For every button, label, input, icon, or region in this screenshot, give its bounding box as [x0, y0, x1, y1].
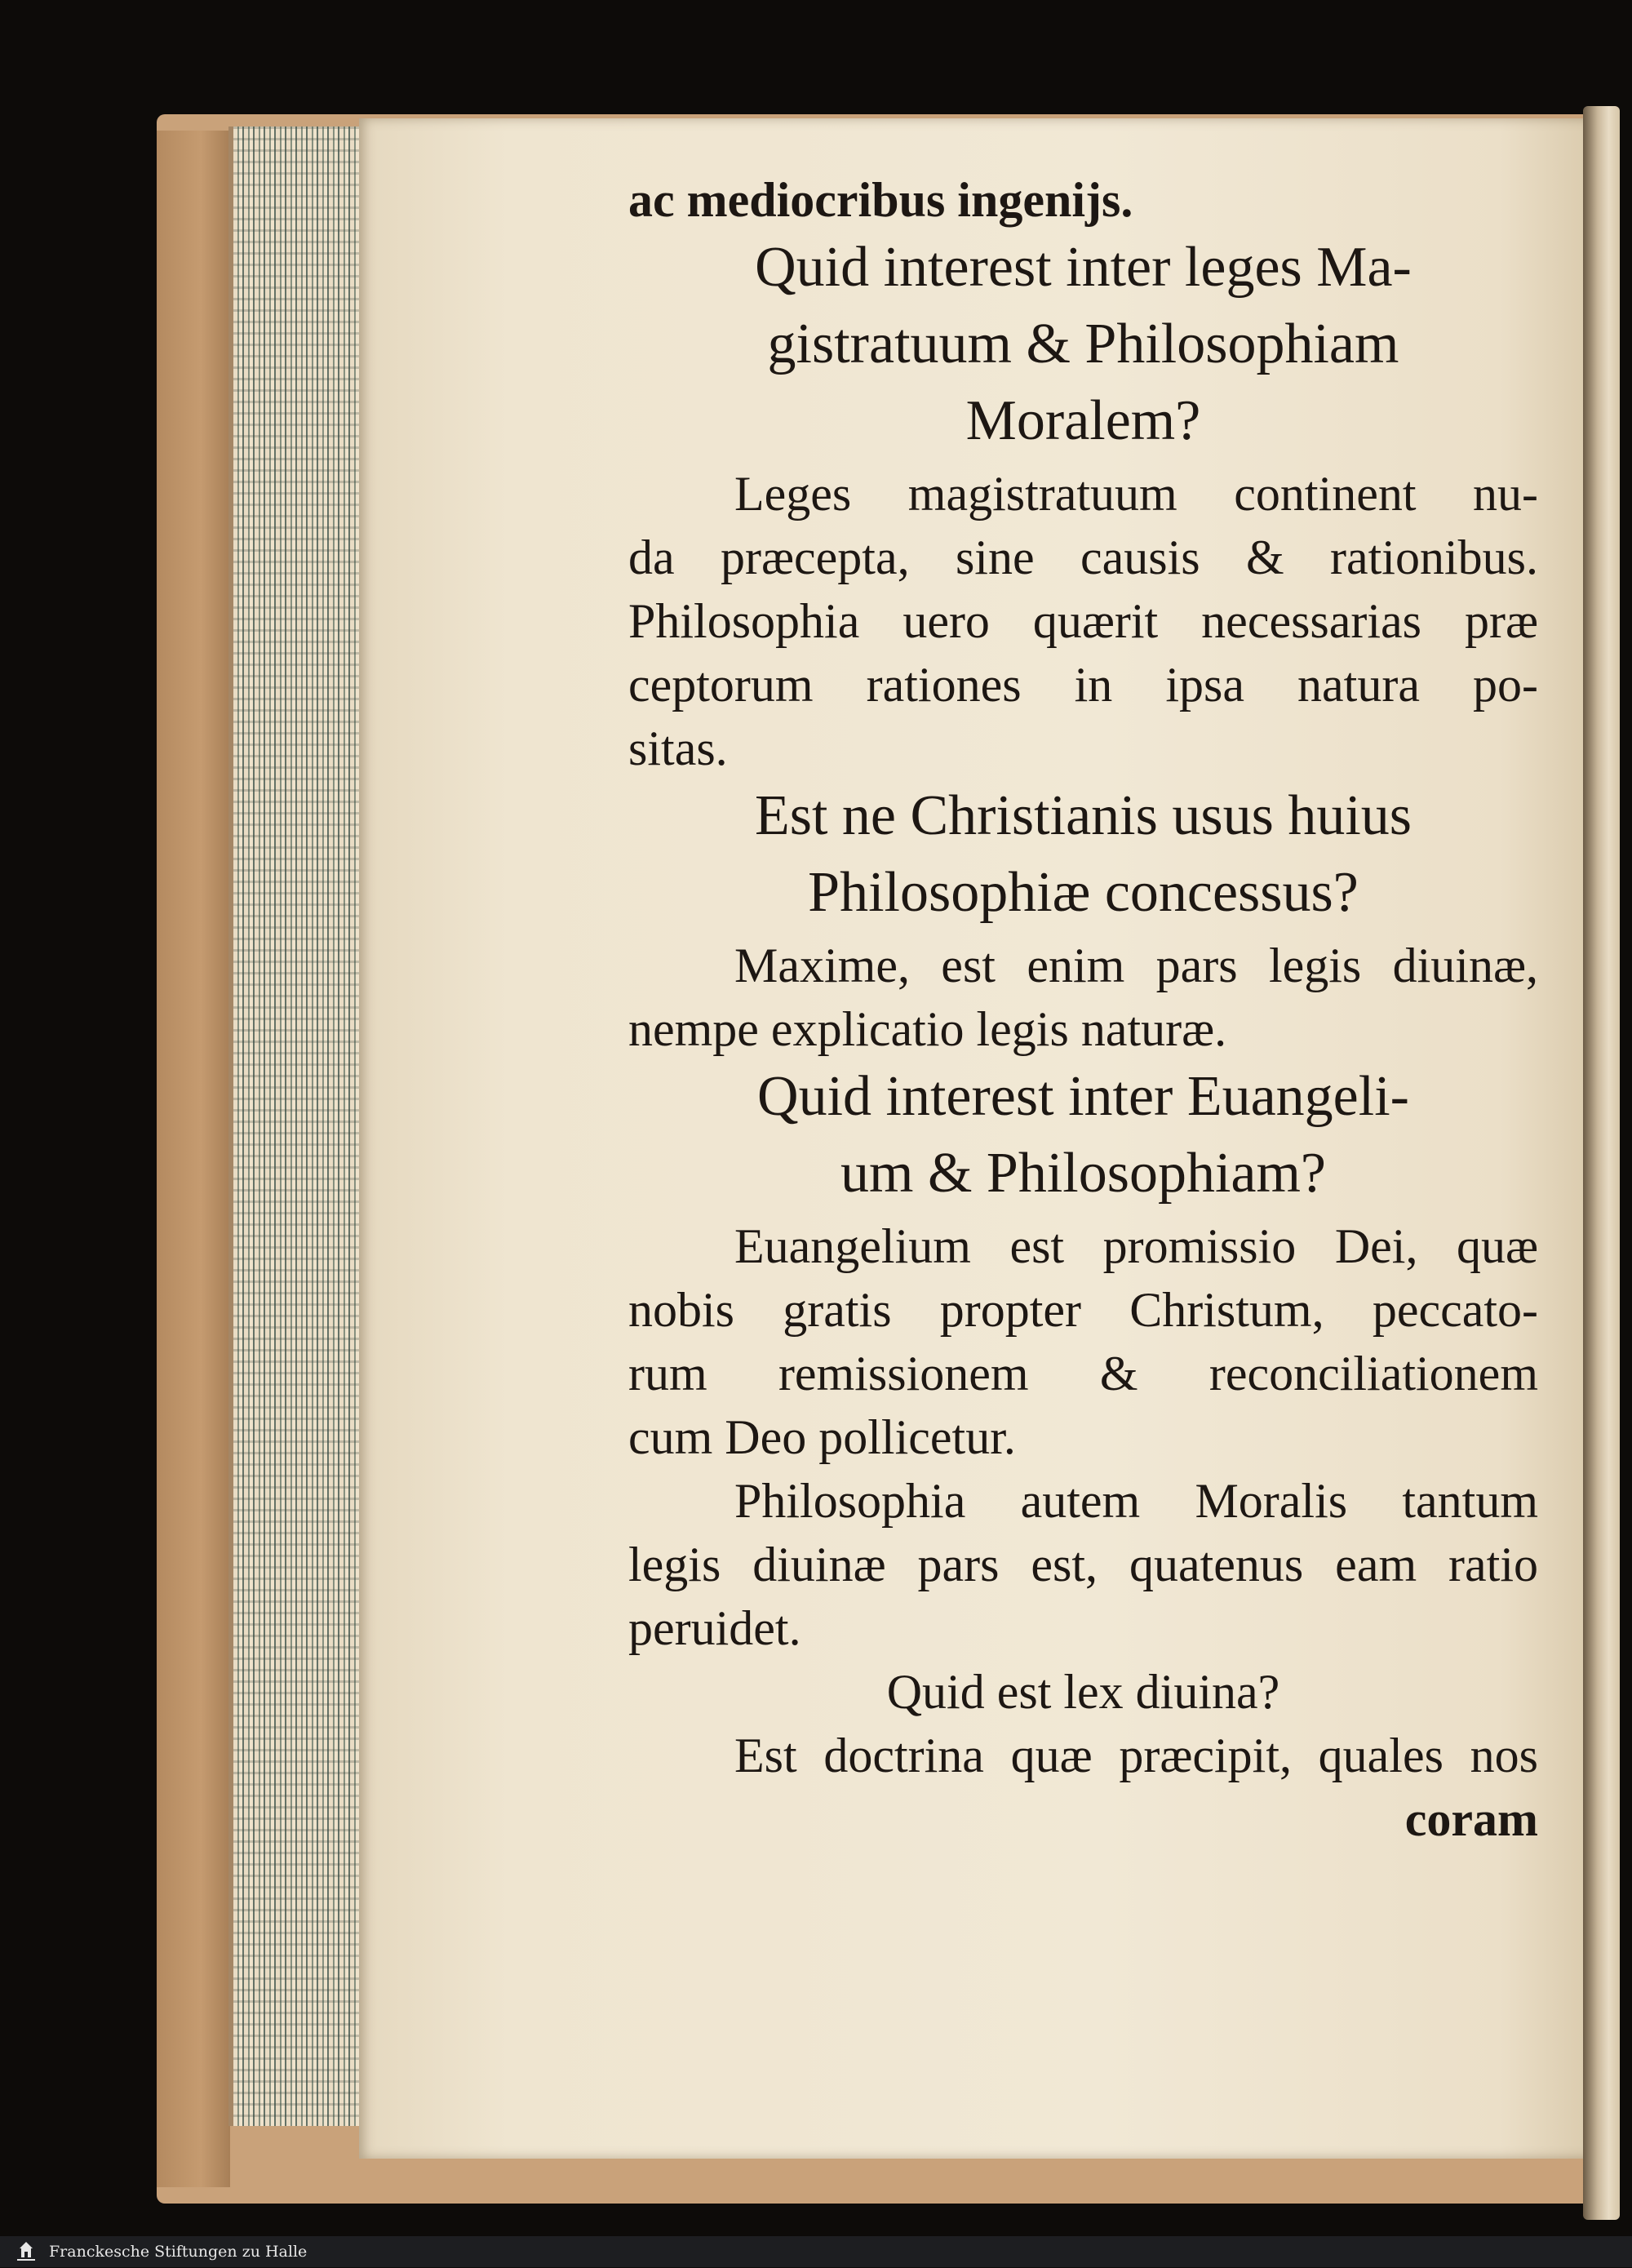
text-line: ceptorum rationes in ipsa natura po-	[628, 658, 1538, 712]
text-line: Philosophia autem Moralis tantum	[734, 1474, 1538, 1528]
question-line: Quid interest inter leges Ma-	[755, 236, 1412, 299]
text-line: cum Deo pollicetur.	[628, 1410, 1016, 1464]
question-line: um & Philosophiam?	[840, 1142, 1326, 1205]
text-line: rum remissionem & reconciliationem	[628, 1347, 1538, 1400]
text-line: nobis gratis propter Christum, peccato-	[628, 1283, 1538, 1337]
question-line: Est ne Christianis usus huius	[754, 784, 1412, 847]
question-line: Philosophiæ concessus?	[808, 861, 1359, 924]
question-line: gistratuum & Philosophiam	[767, 313, 1399, 375]
catchword: coram	[1404, 1792, 1538, 1846]
page-text	[628, 175, 1538, 1858]
footer-bar	[0, 2236, 1632, 2267]
text-line: ac mediocribus ingenijs.	[628, 173, 1133, 227]
franckesche-stiftungen-logo-icon	[15, 2239, 38, 2264]
text-line: peruidet.	[628, 1601, 801, 1655]
question-line: Quid est lex diuina?	[886, 1665, 1280, 1719]
question-line: Quid interest inter Euangeli-	[757, 1065, 1409, 1128]
text-line: Est doctrina quæ præcipit, quales nos	[734, 1729, 1538, 1782]
book-spine	[157, 131, 230, 2187]
institution-label: Franckesche Stiftungen zu Halle	[49, 2243, 308, 2261]
text-line: Philosophia uero quærit necessarias præ	[628, 594, 1538, 648]
text-line: da præcepta, sine causis & rationibus.	[628, 530, 1538, 584]
text-line: Euangelium est promissio Dei, quæ	[734, 1219, 1538, 1273]
question-line: Moralem?	[965, 389, 1201, 452]
text-line: Leges magistratuum continent nu-	[734, 467, 1538, 521]
text-line: sitas.	[628, 721, 728, 775]
page-gutter	[1583, 106, 1620, 2220]
page-edges	[228, 126, 364, 2126]
text-line: Maxime, est enim pars legis diuinæ,	[734, 939, 1538, 992]
text-line: nempe explicatio legis naturæ.	[628, 1002, 1227, 1056]
text-line: legis diuinæ pars est, quatenus eam ratio	[628, 1538, 1538, 1591]
